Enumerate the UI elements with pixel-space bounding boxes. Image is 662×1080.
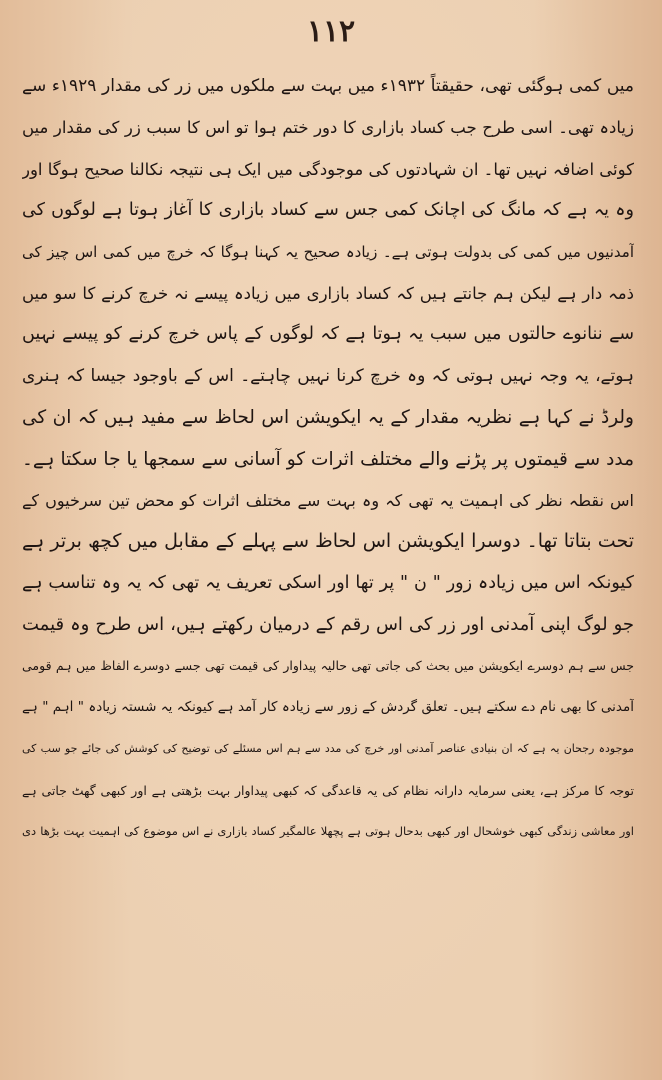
text-line: اس نقطہ نظر کی اہمیت یہ تھی کہ وہ بہت سے مختلف اثرات کو محض تین سرخیوں کے: [22, 490, 634, 510]
text-line: زیادہ تھی۔ اسی طرح جب کساد بازاری کا دور ختم ہوا تو اس کا سبب زر کی مقدار میں: [22, 118, 634, 138]
text-line: میں کمی ہوگئی تھی، حقیقتاً ۱۹۳۲ء میں بہت سے ملکوں میں زر کی مقدار ۱۹۲۹ء سے: [22, 76, 634, 96]
text-line: جو لوگ اپنی آمدنی اور زر کی اس رقم کے درمیان رکھتے ہیں، اس طرح وہ قیمت: [22, 614, 634, 636]
text-line: وہ یہ ہے کہ مانگ کی اچانک کمی جس سے کساد بازاری کا آغاز ہوتا ہے لوگوں کی: [22, 200, 634, 221]
text-line: کیونکہ اس میں زیادہ زور " ن " پر تھا اور اسکی تعریف یہ تھی کہ یہ وہ تناسب ہے: [22, 572, 634, 593]
text-line: مدد سے قیمتوں پر پڑنے والے مختلف اثرات کو آسانی سے سمجھا یا جا سکتا ہے۔: [22, 448, 634, 470]
text-line: آمدنی کا بھی نام دے سکتے ہیں۔ تعلق گردش کے زور سے زیادہ کار آمد ہے کیونکہ یہ شستہ زیادہ " اہم " ہے: [22, 698, 634, 715]
text-line: ذمہ دار ہے لیکن ہم جانتے ہیں کہ کساد بازاری میں زیادہ پیسے نہ خرچ کرنے کا سو میں: [22, 283, 634, 303]
text-line: جس سے ہم دوسرے ایکویشن میں بحث کی جاتی تھی حالیہ پیداوار کی قیمت تھی جسے دوسرے الفاظ میں ہم قومی: [22, 658, 634, 674]
text-line: سے ننانوے حالتوں میں سبب یہ ہوتا ہے کہ لوگوں کے پاس خرچ کرنے کو پیسے نہیں: [22, 324, 634, 345]
text-line: موجودہ رجحان یہ ہے کہ ان بنیادی عناصر آمدنی اور خرچ کی مدد سے ہم اس مسئلے کی توضیح کی کوشش کی جائے جو سب کی: [22, 742, 634, 756]
text-line: ہوتے، یہ وجہ نہیں ہوتی کہ وہ خرچ کرنا نہیں چاہتے۔ اس کے باوجود جیسا کہ ہنری: [22, 365, 634, 386]
text-line: آمدنیوں میں کمی کی بدولت ہوتی ہے۔ زیادہ صحیح یہ کہنا ہوگا کہ خرچ میں کمی اس چیز کی: [22, 242, 634, 261]
body-text: [22, 66, 634, 852]
text-line: ولرڈ نے کہا ہے نظریہ مقدار کے یہ ایکویشن اس لحاظ سے مفید ہیں کہ ان کی: [22, 407, 634, 429]
page-number: ۱۱۲: [306, 14, 356, 49]
text-line: توجہ کا مرکز ہے، یعنی سرمایہ دارانہ نظام کی یہ قاعدگی کہ کبھی پیداوار بہت بڑھتی ہے اور کبھی گھٹ جاتی ہے: [22, 782, 634, 798]
text-line: کوئی اضافہ نہیں تھا۔ ان شہادتوں کی موجودگی میں ایک ہی نتیجہ نکالنا صحیح ہوگا اور: [22, 159, 634, 179]
text-line: تحت بتاتا تھا۔ دوسرا ایکویشن اس لحاظ سے پہلے کے مقابل میں کچھ برتر ہے: [22, 530, 634, 553]
text-line: اور معاشی زندگی کبھی خوشحال اور کبھی بدحال ہوتی ہے پچھلا عالمگیر کساد بازاری نے اس موضوع کی اہمیت بہت بڑھا دی: [22, 824, 634, 839]
